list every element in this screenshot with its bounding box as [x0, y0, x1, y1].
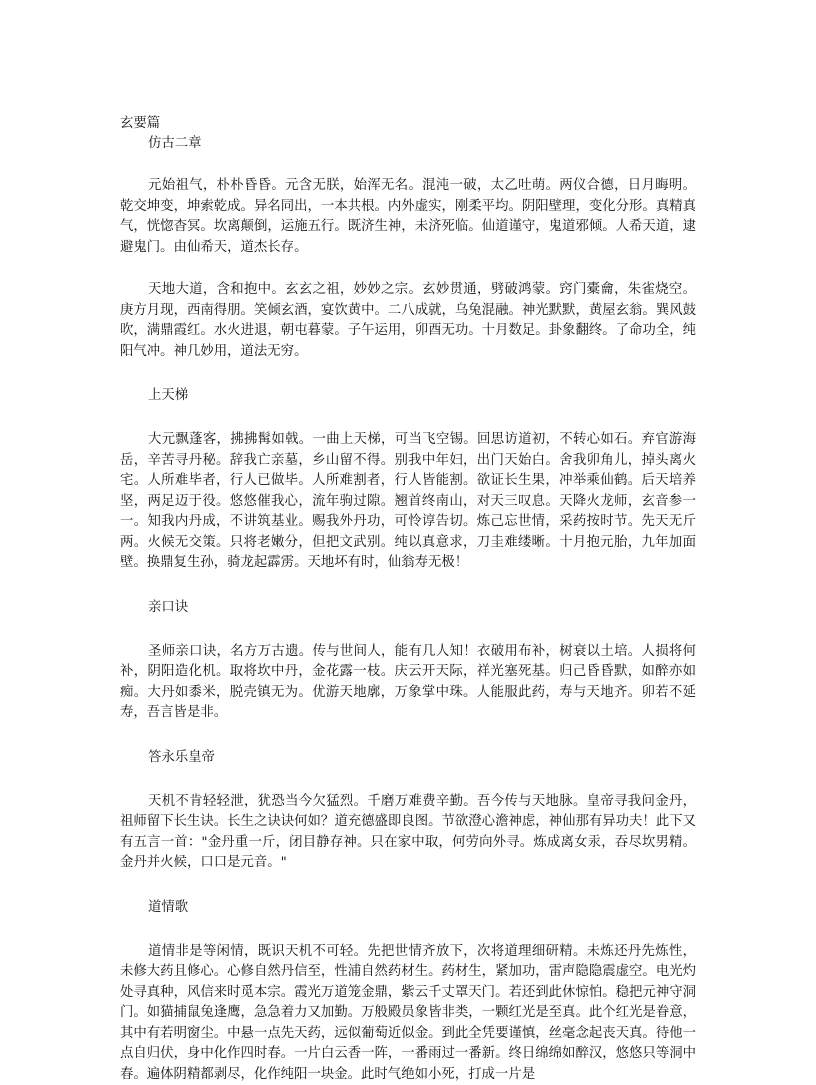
paragraph: 天机不肯轻轻泄，犹恐当今欠猛烈。千磨万难费辛勤。吾今传与天地脉。皇帝寻我问金丹，祖师留下长生诀。长生之诀诀何如？道充德盛即良图。节欲澄心澹神虑，神仙那有异功夫！此下又有五言一首："金丹重一斤，闭目静存神。只在家中取，何劳向外寻。炼成离女汞，吞尽坎男精。金丹并火候，口口是元音。"	[120, 792, 696, 874]
paragraph: 天地大道，含和抱中。玄玄之祖，妙妙之宗。玄妙贯通，劈破鸿蒙。窍门橐龠，朱雀烧空。庚方月现，西南得朋。笑倾玄酒，宴饮黄中。二八成就，乌兔混融。神光默默，黄屋玄翁。巽风鼓吹，满鼎霞红。水火进退，朝屯暮蒙。子午运用，卯酉无功。十月数足。卦象翻终。了命功全，纯阳气冲。神几妙用，道法无穷。	[120, 280, 696, 362]
section-qinkoujue	[120, 598, 696, 724]
section-fanggu	[120, 134, 696, 362]
section-daoqingge	[120, 898, 696, 1085]
paragraph: 元始祖气，朴朴昏昏。元含无朕，始浑无名。混沌一破，太乙吐萌。两仪合德，日月晦明。乾交坤变，坤索乾成。异名同出，一本共根。内外虚实，刚柔平均。阴阳壁理，变化分形。真精真气，恍惚杳冥。坎离颠倒，运施五行。既济生神，未济死临。仙道谨守，鬼道邪倾。人希天道，逮避鬼门。由仙希天，道杰长存。	[120, 176, 696, 258]
section-heading: 仿古二章	[148, 134, 696, 154]
section-heading: 亲口诀	[148, 598, 696, 618]
document-title: 玄要篇	[120, 114, 696, 134]
section-yongle	[120, 748, 696, 874]
section-shangtianti	[120, 386, 696, 574]
paragraph: 圣师亲口诀，名方万古遗。传与世间人，能有几人知！衣破用布补，树衰以土培。人损将何补，阴阳造化机。取将坎中丹，金花露一枝。庆云开天际，祥光塞死基。归己昏昏默，如醉亦如痴。大丹如黍米，脱壳镇无为。优游天地廓，万象掌中珠。人能服此药，寿与天地齐。卯若不延寿，吾言皆是非。	[120, 642, 696, 724]
paragraph: 道情非是等闲情，既识天机不可轻。先把世情齐放下，次将道理细研精。未炼还丹先炼性，未修大药且修心。心修自然丹信至，性浦自然药材生。药材生，紧加功，雷声隐隐震虚空。电光灼处寻真种，风信来时觅本宗。霞光万道笼金鼎，紫云千丈罩天门。若还到此休惊怕。稳把元神守洞门。如猫捕鼠兔逢鹰，急急着力又加勤。万般殿员象皆非类，一颗红光是至真。此个红光是眷意，其中有若明窗尘。中悬一点先天药，远似葡萄近似金。到此全凭要谨慎，丝毫念起丧天真。待他一点自归伏，身中化作四时春。一片白云香一阵，一番雨过一番新。终日绵绵如醉汉，悠悠只等洞中春。遍体阴精都剥尽，化作纯阳一块金。此时气绝如小死，打成一片是	[120, 942, 696, 1085]
section-heading: 道情歌	[148, 898, 696, 918]
section-heading: 上天梯	[148, 386, 696, 406]
section-heading: 答永乐皇帝	[148, 748, 696, 768]
paragraph: 大元飘蓬客，拂拂髯如戟。一曲上天梯，可当飞空锡。回思访道初，不转心如石。弃官游海岳，辛苦寻丹秘。辞我亡亲墓，乡山留不得。别我中年妇，出门天始白。舍我卯角儿，掉头离火宅。人所难毕者，行人已做毕。人所难割者，行人皆能割。欲证长生果，冲举乘仙鹤。后天培养坚，两足迈于役。悠悠催我心，流年驹过隙。翘首终南山，对天三叹息。天降火龙师，玄音参一一。知我内丹成，不讲筑基业。赐我外丹功，可怜谆告切。炼己忘世情，采药按时节。先天无斤两。火候无交策。只将老嫩分，但把文武别。纯以真意求，刀圭难缕晰。十月抱元胎，九年加面壁。换鼎复生孙，骑龙起霹雳。天地坏有时，仙翁寿无极！	[120, 430, 696, 574]
